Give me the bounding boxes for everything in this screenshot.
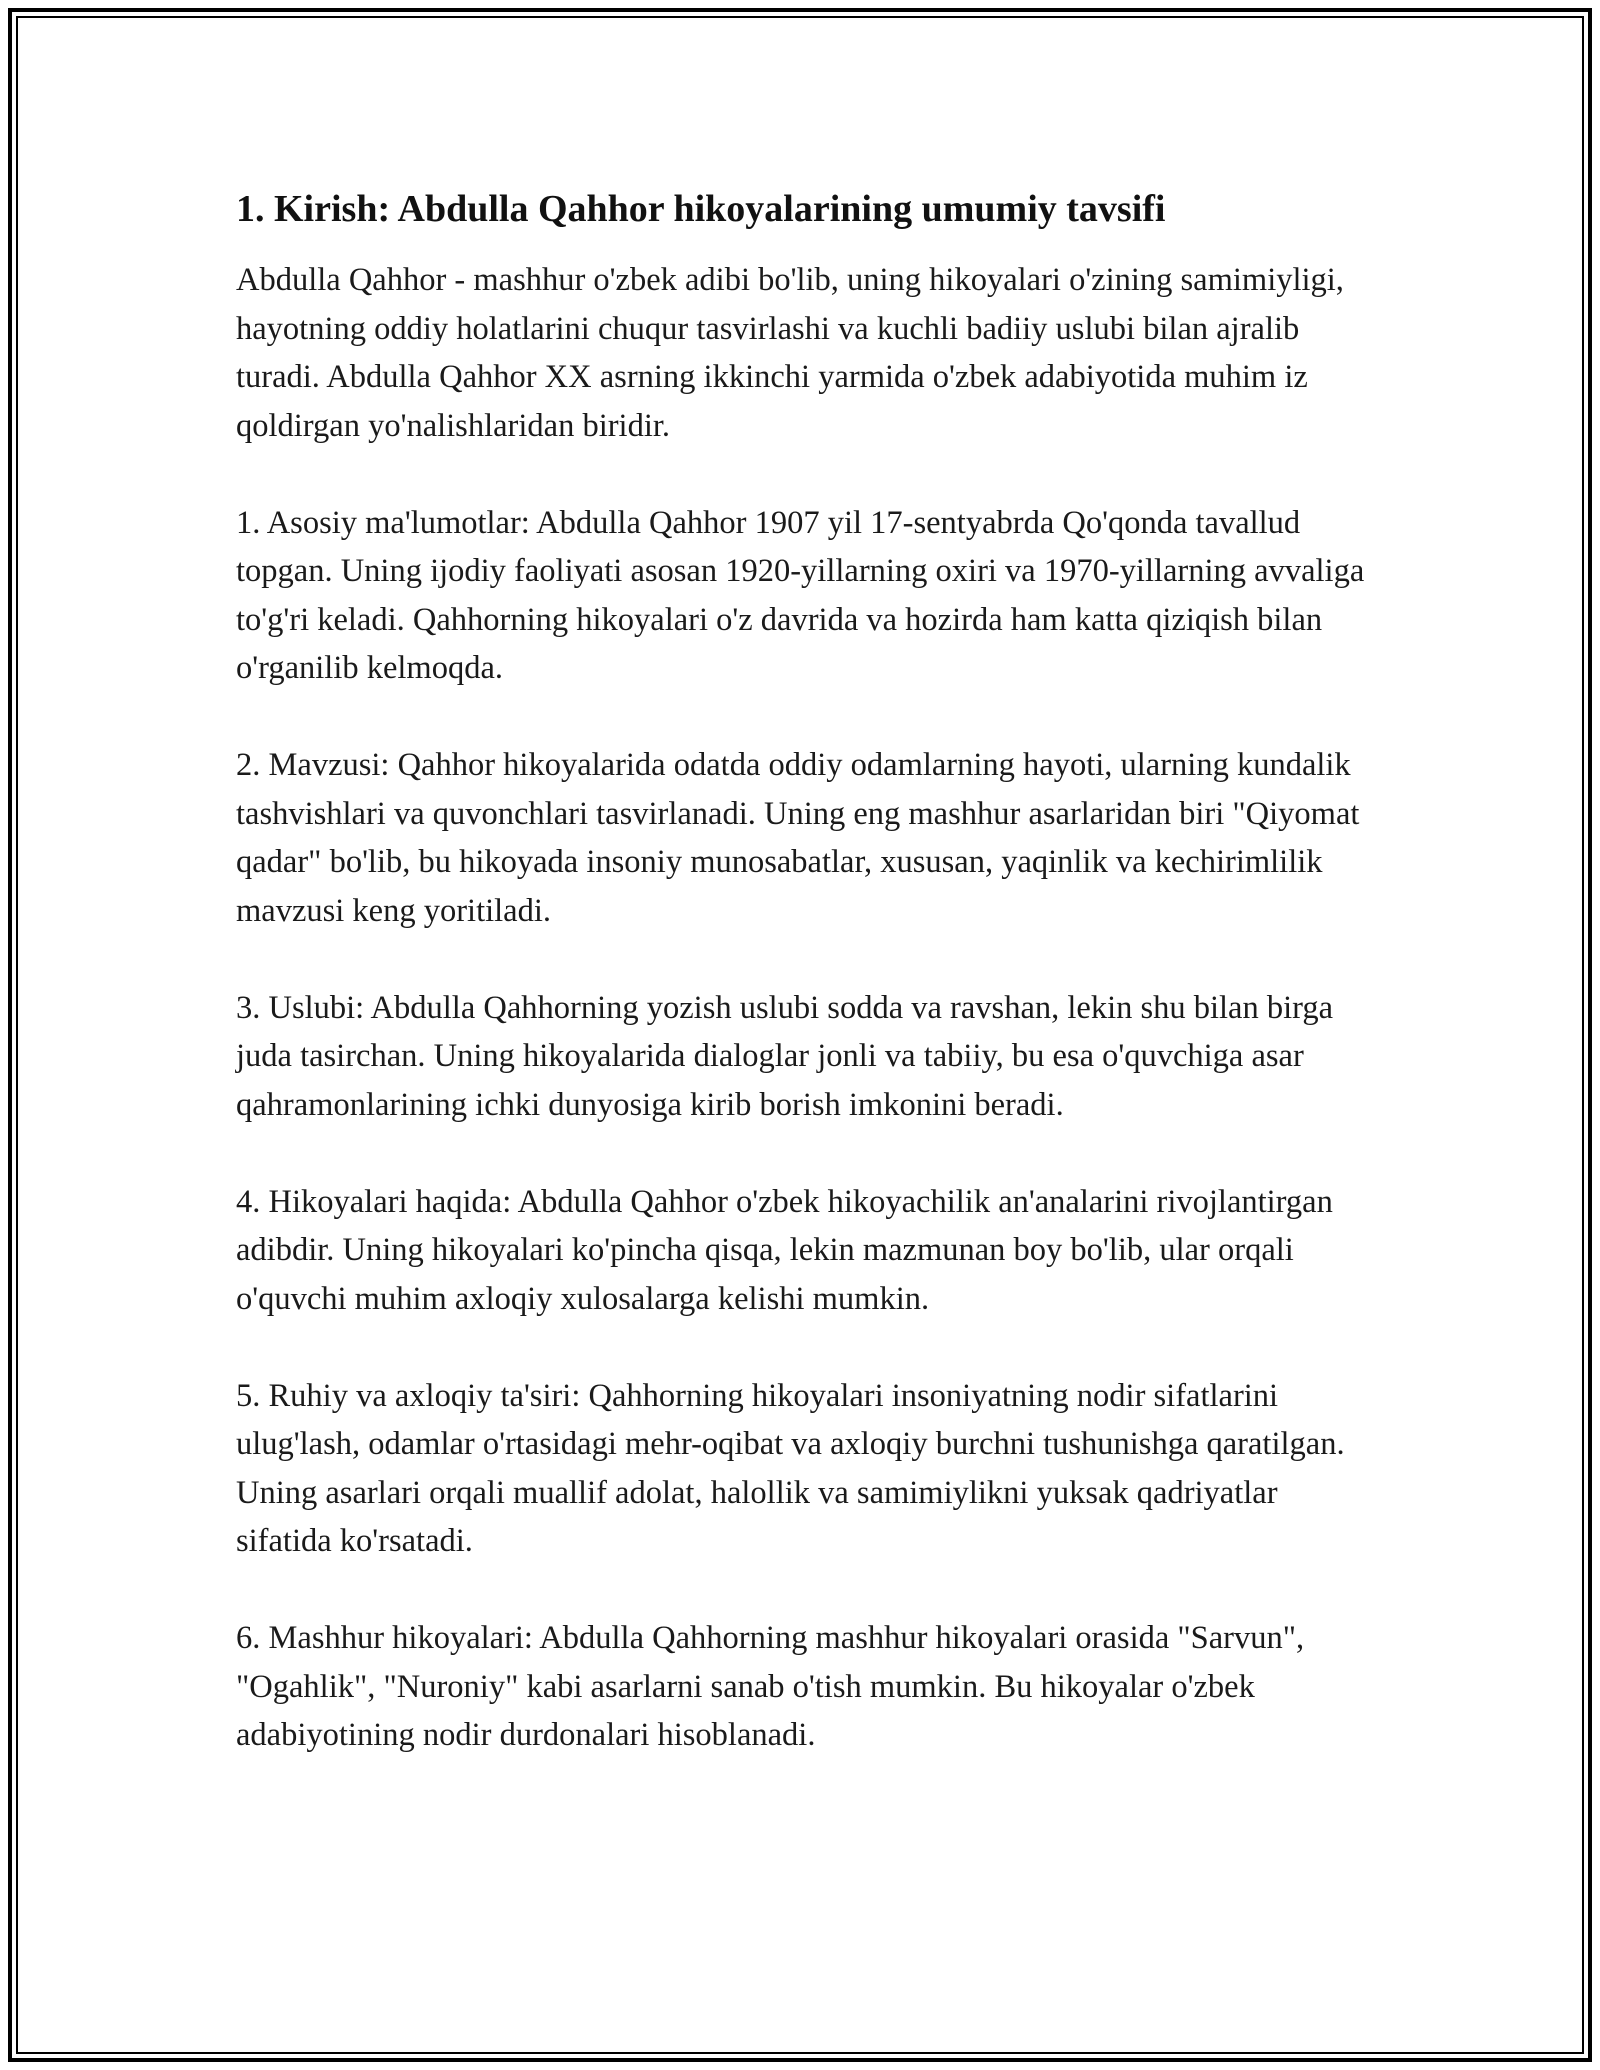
document-heading: 1. Kirish: Abdulla Qahhor hikoyalarining umumiy tavsifi (236, 188, 1166, 230)
intro-paragraph: Abdulla Qahhor - mashhur o'zbek adibi bo'lib, uning hikoyalari o'zining samimiyligi, hayotning oddiy holatlarini chuqur tasvirlashi va kuchli badiiy uslubi bilan ajralib turadi. Abdulla Qahhor XX asrning ikkinchi yarmida o'zbek adabiyotida muhim iz qoldirgan yo'nalishlaridan biridir. (236, 262, 1344, 444)
paragraph-basic-info: 1. Asosiy ma'lumotlar: Abdulla Qahhor 1907 yil 17-sentyabrda Qo'qonda tavallud topgan. Uning ijodiy faoliyati asosan 1920-yillarning oxiri va 1970-yillarning avvaliga to'g'ri keladi. Qahhorning hikoyalari o'z davrida va hozirda ham katta qiziqish bilan o'rganilib kelmoqda. (236, 504, 1365, 686)
paragraph-about-stories: 4. Hikoyalari haqida: Abdulla Qahhor o'zbek hikoyachilik an'analarini rivojlantirgan adibdir. Uning hikoyalari ko'pincha qisqa, lekin mazmunan boy bo'lib, ular orqali o'quvchi muhim axloqiy xulosalarga kelishi mumkin. (236, 1183, 1333, 1317)
paragraph-theme: 2. Mavzusi: Qahhor hikoyalarida odatda oddiy odamlarning hayoti, ularning kundalik tashvishlari va quvonchlari tasvirlanadi. Uning eng mashhur asarlaridan biri "Qiyomat qadar" bo'lib, bu hikoyada insoniy munosabatlar, xususan, yaqinlik va kechirimlilik mavzusi keng yoritiladi. (236, 747, 1360, 929)
paragraph-moral-impact: 5. Ruhiy va axloqiy ta'siri: Qahhorning hikoyalari insoniyatning nodir sifatlarini ulug'lash, odamlar o'rtasidagi mehr-oqibat va axloqiy burchni tushunishga qaratilgan. Uning asarlari orqali muallif adolat, halollik va samimiylikni yuksak qadriyatlar sifatida ko'rsatadi. (236, 1377, 1345, 1559)
document-body (236, 184, 1366, 1760)
paragraph-famous-stories: 6. Mashhur hikoyalari: Abdulla Qahhorning mashhur hikoyalari orasida "Sarvun", "Ogahlik", "Nuroniy" kabi asarlarni sanab o'tish mumkin. Bu hikoyalar o'zbek adabiyotining nodir durdonalari hisoblanadi. (236, 1620, 1305, 1753)
paragraph-style: 3. Uslubi: Abdulla Qahhorning yozish uslubi sodda va ravshan, lekin shu bilan birga juda tasirchan. Uning hikoyalarida dialoglar jonli va tabiiy, bu esa o'quvchiga asar qahramonlarining ichki dunyosiga kirib borish imkonini beradi. (236, 989, 1334, 1123)
